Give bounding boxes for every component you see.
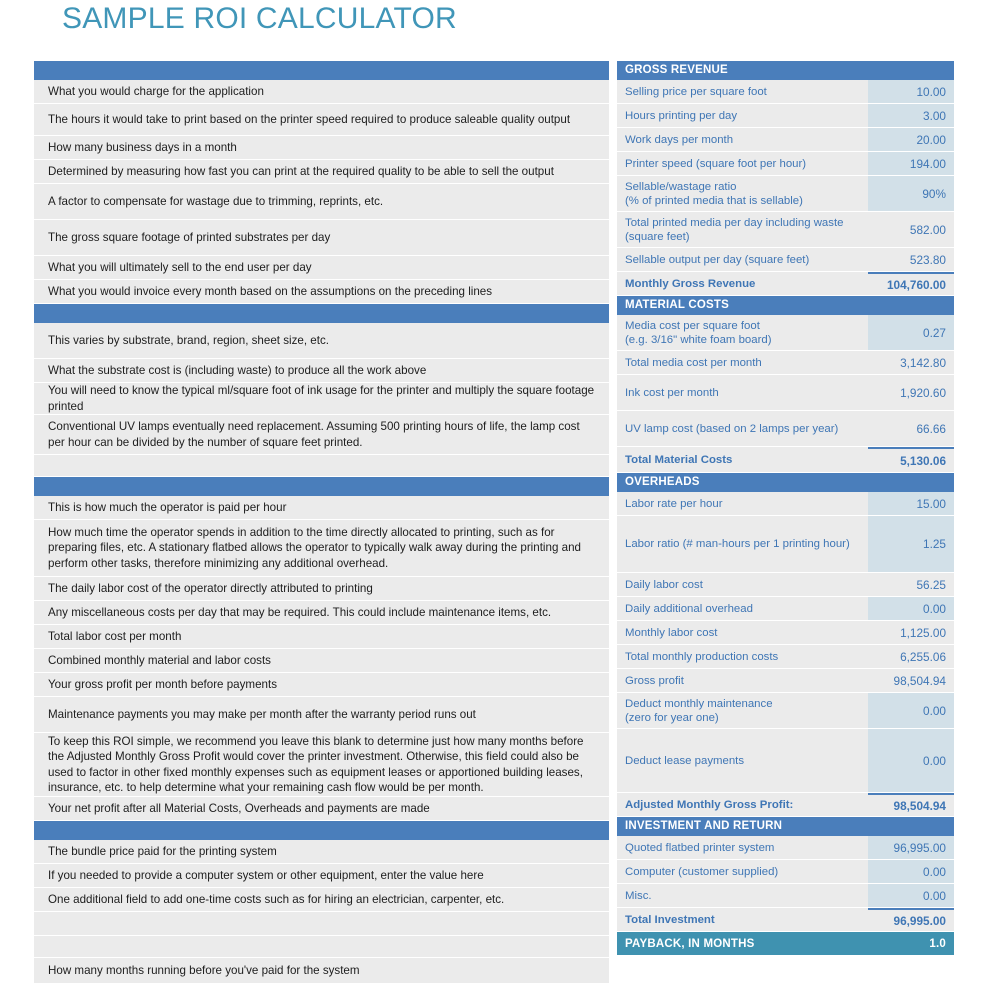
- value-row: [617, 248, 954, 272]
- value-cell[interactable]: 10.00: [868, 80, 954, 103]
- description-row: This is how much the operator is paid per hour: [34, 496, 609, 520]
- value-row-label: Total media cost per month: [617, 351, 868, 374]
- value-row: [617, 492, 954, 516]
- value-cell: 523.80: [868, 248, 954, 271]
- value-row-label: UV lamp cost (based on 2 lamps per year): [617, 411, 868, 446]
- description-row: How much time the operator spends in addition to the time directly allocated to printing, such as for preparing files, etc. A stationary flatbed allows the operator to typically walk away during the printing and perform other tasks, therefore minimizing any additional overhead.: [34, 520, 609, 577]
- value-cell[interactable]: 0.27: [868, 315, 954, 350]
- value-row-label: Adjusted Monthly Gross Profit:: [617, 793, 868, 816]
- description-row: What you would charge for the application: [34, 80, 609, 104]
- description-row: How many months running before you've paid for the system: [34, 958, 609, 984]
- value-row-label: Printer speed (square foot per hour): [617, 152, 868, 175]
- description-row: What the substrate cost is (including waste) to produce all the work above: [34, 359, 609, 383]
- value-cell: 66.66: [868, 411, 954, 446]
- section-header-investment_and_return: INVESTMENT AND RETURN: [617, 817, 954, 836]
- value-row: [617, 516, 954, 573]
- value-row-label: Quoted flatbed printer system: [617, 836, 868, 859]
- value-row-label: Media cost per square foot (e.g. 3/16" white foam board): [617, 315, 868, 350]
- descriptions-column: [34, 61, 609, 984]
- value-row: [617, 669, 954, 693]
- payback-bar: [617, 932, 954, 955]
- value-row-label: Gross profit: [617, 669, 868, 692]
- value-cell[interactable]: 0.00: [868, 860, 954, 883]
- value-row: [617, 176, 954, 212]
- value-cell[interactable]: 0.00: [868, 597, 954, 620]
- value-row-label: Daily additional overhead: [617, 597, 868, 620]
- payback-label: PAYBACK, IN MONTHS: [625, 937, 755, 950]
- description-row: [34, 455, 609, 477]
- description-row: How many business days in a month: [34, 136, 609, 160]
- value-row-label: Work days per month: [617, 128, 868, 151]
- description-row: One additional field to add one-time costs such as for hiring an electrician, carpenter, etc.: [34, 888, 609, 912]
- value-cell[interactable]: 20.00: [868, 128, 954, 151]
- value-row: [617, 573, 954, 597]
- value-cell[interactable]: 194.00: [868, 152, 954, 175]
- value-row: [617, 104, 954, 128]
- value-row: [617, 597, 954, 621]
- value-row-label: Monthly labor cost: [617, 621, 868, 644]
- value-cell[interactable]: 1.25: [868, 516, 954, 572]
- value-row-label: Deduct lease payments: [617, 729, 868, 792]
- description-row: You will need to know the typical ml/square foot of ink usage for the printer and multiply the square footage printed: [34, 383, 609, 415]
- value-row-label: Total Investment: [617, 908, 868, 931]
- value-row-label: Sellable/wastage ratio (% of printed media that is sellable): [617, 176, 868, 211]
- value-cell[interactable]: 0.00: [868, 729, 954, 792]
- value-row: [617, 351, 954, 375]
- value-row: [617, 793, 954, 817]
- description-row: Your net profit after all Material Costs, Overheads and payments are made: [34, 797, 609, 821]
- value-row-label: Labor ratio (# man-hours per 1 printing hour): [617, 516, 868, 572]
- value-row: [617, 693, 954, 729]
- description-row: This varies by substrate, brand, region, sheet size, etc.: [34, 323, 609, 359]
- description-row: [34, 912, 609, 936]
- value-row-label: Labor rate per hour: [617, 492, 868, 515]
- description-row: Combined monthly material and labor costs: [34, 649, 609, 673]
- description-row: To keep this ROI simple, we recommend you leave this blank to determine just how many months before the Adjusted Monthly Gross Profit would cover the printer investment. Otherwise, this field could also be used to factor in other fixed monthly expenses such as equipment leases or apportioned building leases, insurance, etc. to help determine what your remaining cash flow would be per month.: [34, 733, 609, 797]
- description-row: Conventional UV lamps eventually need replacement. Assuming 500 printing hours of life, the lamp cost per hour can be divided by the number of square feet printed.: [34, 415, 609, 455]
- value-cell: 3,142.80: [868, 351, 954, 374]
- value-row: [617, 315, 954, 351]
- value-cell: 6,255.06: [868, 645, 954, 668]
- value-row-label: Deduct monthly maintenance (zero for year one): [617, 693, 868, 728]
- value-cell[interactable]: 15.00: [868, 492, 954, 515]
- section-band-overheads: [34, 477, 609, 496]
- values-column: [617, 61, 954, 955]
- value-cell[interactable]: 96,995.00: [868, 836, 954, 859]
- value-row: [617, 860, 954, 884]
- value-cell[interactable]: 0.00: [868, 884, 954, 907]
- description-row: Total labor cost per month: [34, 625, 609, 649]
- value-row: [617, 272, 954, 296]
- value-cell[interactable]: 90%: [868, 176, 954, 211]
- description-row: What you would invoice every month based on the assumptions on the preceding lines: [34, 280, 609, 304]
- description-row: Any miscellaneous costs per day that may be required. This could include maintenance items, etc.: [34, 601, 609, 625]
- value-row-label: Sellable output per day (square feet): [617, 248, 868, 271]
- value-row: [617, 884, 954, 908]
- value-row: [617, 836, 954, 860]
- value-row-label: Computer (customer supplied): [617, 860, 868, 883]
- value-cell: 582.00: [868, 212, 954, 247]
- payback-value: 1.0: [929, 937, 946, 950]
- value-row: [617, 645, 954, 669]
- description-row: If you needed to provide a computer system or other equipment, enter the value here: [34, 864, 609, 888]
- value-row-label: Hours printing per day: [617, 104, 868, 127]
- section-band-gross_revenue: [34, 61, 609, 80]
- description-row: [34, 936, 609, 958]
- description-row: What you will ultimately sell to the end user per day: [34, 256, 609, 280]
- section-header-material_costs: MATERIAL COSTS: [617, 296, 954, 315]
- value-row: [617, 152, 954, 176]
- value-cell: 56.25: [868, 573, 954, 596]
- value-row-label: Total Material Costs: [617, 447, 868, 472]
- page-title: SAMPLE ROI CALCULATOR: [62, 2, 457, 35]
- value-row: [617, 908, 954, 932]
- section-header-overheads: OVERHEADS: [617, 473, 954, 492]
- value-row-label: Monthly Gross Revenue: [617, 272, 868, 295]
- value-row: [617, 447, 954, 473]
- section-band-material_costs: [34, 304, 609, 323]
- description-row: Maintenance payments you may make per month after the warranty period runs out: [34, 697, 609, 733]
- value-cell: 98,504.94: [868, 793, 954, 816]
- value-row-label: Daily labor cost: [617, 573, 868, 596]
- value-cell: 104,760.00: [868, 272, 954, 295]
- value-cell: 1,125.00: [868, 621, 954, 644]
- value-row: [617, 212, 954, 248]
- section-band-investment_and_return: [34, 821, 609, 840]
- value-row-label: Total printed media per day including waste (square feet): [617, 212, 868, 247]
- value-row: [617, 375, 954, 411]
- value-cell: 98,504.94: [868, 669, 954, 692]
- value-cell[interactable]: 3.00: [868, 104, 954, 127]
- description-row: The bundle price paid for the printing system: [34, 840, 609, 864]
- value-row-label: Total monthly production costs: [617, 645, 868, 668]
- description-row: Determined by measuring how fast you can print at the required quality to be able to sell the output: [34, 160, 609, 184]
- description-row: The hours it would take to print based on the printer speed required to produce saleable quality output: [34, 104, 609, 136]
- value-row-label: Misc.: [617, 884, 868, 907]
- value-cell: 1,920.60: [868, 375, 954, 410]
- value-cell[interactable]: 0.00: [868, 693, 954, 728]
- section-header-gross_revenue: GROSS REVENUE: [617, 61, 954, 80]
- description-row: The daily labor cost of the operator directly attributed to printing: [34, 577, 609, 601]
- description-row: A factor to compensate for wastage due to trimming, reprints, etc.: [34, 184, 609, 220]
- value-row: [617, 128, 954, 152]
- value-cell: 96,995.00: [868, 908, 954, 931]
- value-row: [617, 80, 954, 104]
- value-row: [617, 411, 954, 447]
- description-row: The gross square footage of printed substrates per day: [34, 220, 609, 256]
- value-row-label: Selling price per square foot: [617, 80, 868, 103]
- value-cell: 5,130.06: [868, 447, 954, 472]
- value-row-label: Ink cost per month: [617, 375, 868, 410]
- description-row: Your gross profit per month before payments: [34, 673, 609, 697]
- value-row: [617, 621, 954, 645]
- value-row: [617, 729, 954, 793]
